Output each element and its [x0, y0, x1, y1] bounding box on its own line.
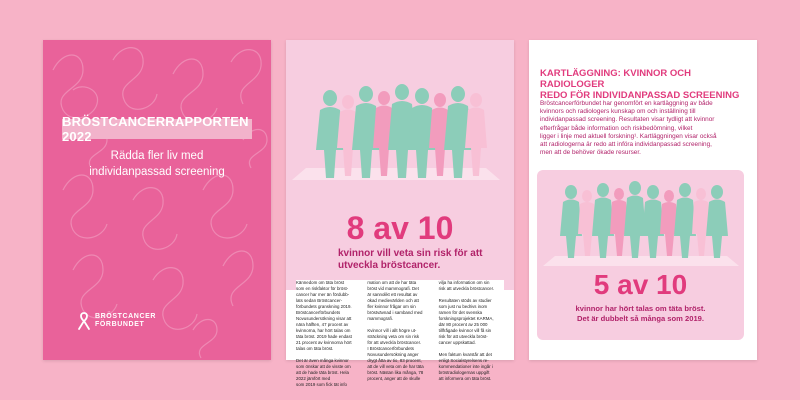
pink-ribbon-icon [77, 312, 91, 330]
stat-description: kvinnor vill veta sin risk för att utveckla bröstcancer. [338, 248, 483, 271]
organization-logo [77, 312, 156, 330]
article-column-1: Kännedom om täta bröst som en riskfaktor för bröst- cancer har mer än fördubb- lats sedan Bröstcancer- förbundets granskning 2019. Bröstcancerförbundets Novusundersökning visar att nära hälften, 47 procent av kvinnorna, har hört talas om täta bröst. 2019 hade endast 21 procent av kvinnorna hört talas om täta bröst. Det är även många kvinnor som önskar att de visste om att de hade täta bröst. Hela 2022 jämfört med som 2019 som fick tät info [296, 280, 352, 387]
stat-card [537, 170, 744, 340]
stat-description: kvinnor har hört talas om täta bröst. Det är dubbelt så många som 2019. [575, 304, 706, 323]
survey-page [529, 40, 757, 360]
stat-headline: 5 av 10 [593, 269, 688, 300]
stat-headline: 8 av 10 [346, 210, 454, 246]
article-column-2: mation om att de har täta bröst vid mammografi. Det är sannolikt ett resultat av ökad medievärlden och att fler kvinnor frågar om sin bröstvävnad i samband med mammografi. Kvinnor vill i allt högre ut- sträckning veta om sin risk för att utveckla bröstcancer. I Bröstcancerförbundets Novusundersökning anger drygt åtta av tio, 83 procent, att de vill veta om de har täta bröst. Nästan lika många, 78 procent, anger att de skulle [367, 280, 424, 381]
logo-text: BRÖSTCANCER FÖRBUNDET [95, 313, 157, 328]
women-group-illustration [286, 40, 514, 210]
survey-body: Bröstcancerförbundet har genomfört en kartläggning av både kvinnors och radiologers kunskap om och inställning till individanpassad screening. Resultaten visar tydligt att kvinnor efterfrågar både information och riskbedömning, vilket ligger i linje med aktuell forskning¹. Kartläggningen visar också att radiologerna är redo att införa individanpassad screening, men att de behöver ökade resurser. [540, 100, 717, 157]
report-cover [43, 40, 271, 360]
statistics-page [286, 40, 514, 387]
cover-subtitle: Rädda fler liv med individanpassad screening [89, 150, 225, 178]
cover-title: BRÖSTCANCERRAPPORTEN 2022 [62, 119, 252, 139]
survey-heading: KARTLÄGGNING: KVINNOR OCH RADIOLOGER REDO FÖR INDIVIDANPASSAD SCREENING [540, 68, 740, 101]
article-column-3: vilja ha information om sin risk att utveckla bröstcancer. Resultaten stöds av studier som just nu bedrivs inom ramen för det svenska forskningsprojektet KARMA, där 80 procent av 25 000 tillfrågade kvinnor vill få sin risk för att utveckla bröst- cancer uppskattad. Men faktum kvarstår att det enligt Socialstyrelsens re- kommendationer inte ingår i bröstradiologernas uppgift att informera om täta bröst. [438, 280, 495, 381]
women-group-illustration [537, 170, 744, 270]
article-columns [296, 280, 504, 387]
